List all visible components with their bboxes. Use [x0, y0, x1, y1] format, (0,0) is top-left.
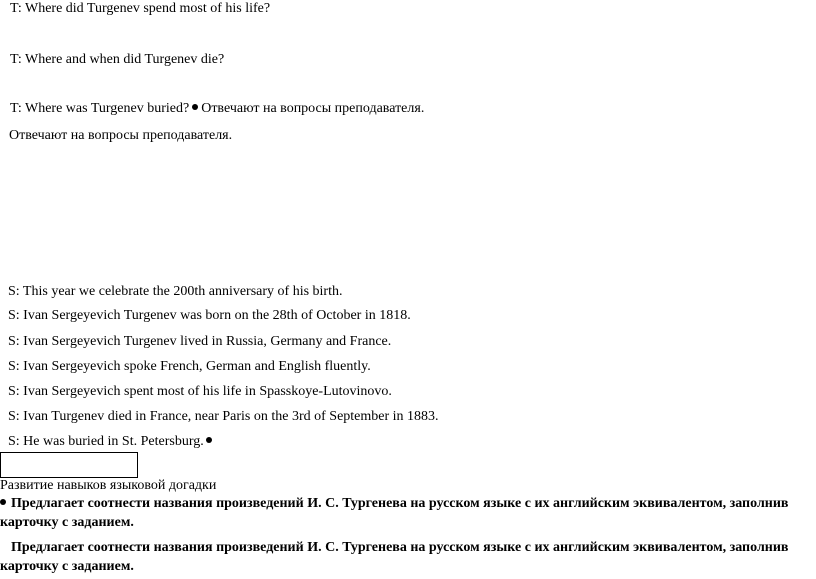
section-heading — [0, 478, 216, 494]
student-answer-7 — [8, 434, 215, 450]
teacher-question-3 — [10, 101, 424, 117]
student-answer-text: S: Ivan Sergeyevich Turgenev was born on the 28th of October in 1818. — [8, 308, 411, 323]
student-answer-text: S: Ivan Sergeyevich spent most of his life in Spasskoye-Lutovinovo. — [8, 384, 392, 399]
task-bulleted-text: Предлагает соотнести названия произведений И. С. Тургенева на русском языке с их английским эквивалентом, заполнив карточку с заданием. — [0, 496, 789, 530]
student-answer-6 — [8, 409, 439, 425]
student-answer-3 — [8, 334, 391, 350]
student-answer-text: S: He was buried in St. Petersburg. — [8, 434, 204, 449]
answer-note — [9, 128, 232, 144]
student-answer-text: S: Ivan Sergeyevich spoke French, German and English fluently. — [8, 359, 371, 374]
student-answer-5 — [8, 384, 392, 400]
student-answer-text: S: This year we celebrate the 200th anniversary of his birth. — [8, 284, 343, 299]
bullet-icon — [192, 104, 198, 110]
teacher-question-1 — [10, 1, 270, 17]
task-bulleted — [0, 494, 816, 532]
student-answer-1 — [8, 284, 342, 300]
bullet-icon — [0, 499, 6, 505]
teacher-question-3-text: T: Where was Turgenev buried? — [10, 101, 190, 116]
task-repeat-text: Предлагает соотнести названия произведений И. С. Тургенева на русском языке с их английским эквивалентом, заполнив карточку с заданием. — [0, 540, 789, 574]
answer-note-text: Отвечают на вопросы преподавателя. — [9, 128, 233, 143]
teacher-question-1-text: T: Where did Turgenev spend most of his life? — [10, 1, 271, 16]
student-answer-4 — [8, 359, 371, 375]
section-heading-text: Развитие навыков языковой догадки — [0, 478, 217, 493]
task-repeat — [0, 538, 816, 576]
empty-card-box — [0, 452, 138, 478]
student-answer-text: S: Ivan Turgenev died in France, near Paris on the 3rd of September in 1883. — [8, 409, 439, 424]
teacher-question-3-note: Отвечают на вопросы преподавателя. — [201, 101, 425, 116]
student-answer-text: S: Ivan Sergeyevich Turgenev lived in Russia, Germany and France. — [8, 334, 392, 349]
teacher-question-2-text: T: Where and when did Turgenev die? — [10, 52, 225, 67]
teacher-question-2 — [10, 52, 224, 68]
bullet-icon — [206, 437, 212, 443]
student-answer-2 — [8, 308, 411, 324]
